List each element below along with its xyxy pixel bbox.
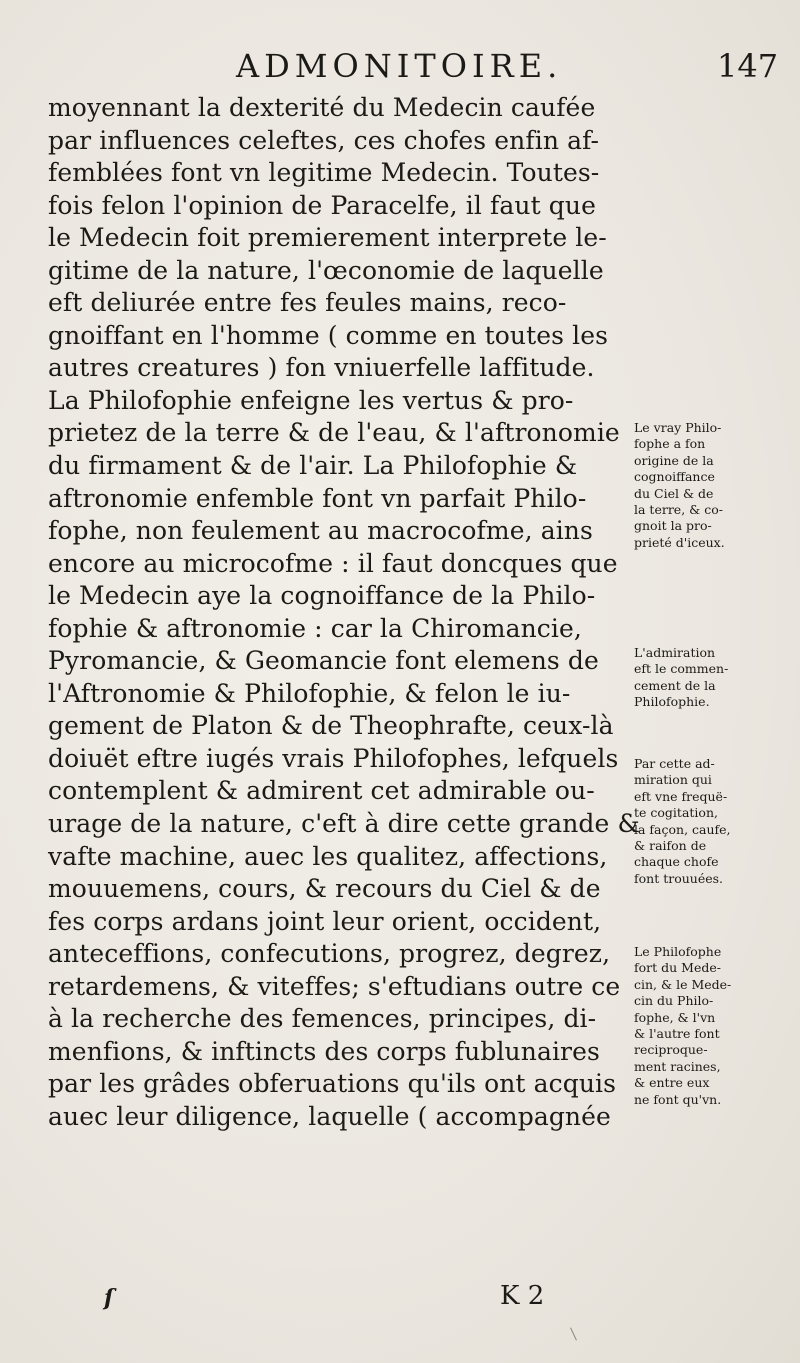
text-line: moyennant la dexterité du Medecin caufée bbox=[48, 93, 596, 122]
note-line: eft vne frequë- bbox=[634, 788, 728, 804]
page-header bbox=[0, 46, 800, 90]
text-line: aftronomie enfemble font vn parfait Philo- bbox=[48, 483, 587, 513]
text-line: le Medecin aye la cognoiffance de la Philo- bbox=[48, 581, 596, 611]
text-line: prietez de la terre & de l'eau, & l'aftronomie bbox=[48, 418, 620, 448]
text-line: urage de la nature, c'eft à dire cette grande & bbox=[48, 809, 640, 839]
note-line: la façon, caufe, bbox=[634, 821, 731, 837]
note-line: gnoit la pro- bbox=[634, 518, 712, 534]
note-line: fort du Mede- bbox=[634, 960, 721, 976]
note-line: ment racines, bbox=[634, 1058, 721, 1074]
note-line: prieté d'iceux. bbox=[634, 534, 725, 550]
text-line: menfions, & inftincts des corps fublunaires bbox=[48, 1036, 600, 1066]
running-head: ADMONITOIRE. bbox=[236, 47, 563, 85]
text-line: doiuët eftre iugés vrais Philofophes, lefquels bbox=[48, 743, 619, 773]
text-line: gitime de la nature, l'œconomie de laquelle bbox=[48, 255, 604, 285]
text-line: l'Aftronomie & Philofophie, & felon le iu- bbox=[48, 678, 571, 708]
text-line: La Philofophie enfeigne les vertus & pro- bbox=[48, 385, 574, 415]
text-line: mouuemens, cours, & recours du Ciel & de bbox=[48, 874, 601, 904]
text-line: par les grâdes obferuations qu'ils ont acquis bbox=[48, 1069, 617, 1099]
text-line: retardemens, & viteffes; s'eftudians outre ce bbox=[48, 971, 621, 1001]
note-line: reciproque- bbox=[634, 1042, 708, 1058]
note-line: te cogitation, bbox=[634, 805, 718, 821]
text-line: du firmament & de l'air. La Philofophie & bbox=[48, 451, 578, 481]
text-line: anteceffions, confecutions, progrez, degrez, bbox=[48, 939, 611, 969]
text-line: gnoiffant en l'homme ( comme en toutes les bbox=[48, 320, 609, 350]
margin-note-admiration bbox=[634, 645, 794, 711]
text-line: fophie & aftronomie : car la Chiromancie, bbox=[48, 613, 582, 643]
main-text bbox=[48, 92, 640, 1134]
note-line: chaque chofe bbox=[634, 854, 719, 870]
note-line: fophe a fon bbox=[634, 436, 706, 452]
margin-note-philosopher-physician bbox=[634, 944, 794, 1108]
text-line: femblées font vn legitime Medecin. Toutes- bbox=[48, 158, 600, 188]
text-line: Pyromancie, & Geomancie font elemens de bbox=[48, 646, 599, 676]
note-line: du Ciel & de bbox=[634, 485, 714, 501]
note-line: eft le commen- bbox=[634, 661, 729, 677]
note-line: Philofophie. bbox=[634, 694, 710, 710]
note-line: Le vray Philo- bbox=[634, 420, 722, 435]
note-line: cement de la bbox=[634, 677, 716, 693]
text-line: vafte machine, auec les qualitez, affections, bbox=[48, 841, 608, 871]
note-line: & raifon de bbox=[634, 838, 707, 854]
page-footer bbox=[48, 1279, 628, 1319]
margin-note-true-philosopher bbox=[634, 420, 794, 551]
text-line: gement de Platon & de Theophrafte, ceux-là bbox=[48, 711, 614, 741]
stray-ink-tick bbox=[570, 1327, 577, 1340]
text-line: par influences celeftes, ces chofes enfin af- bbox=[48, 125, 600, 155]
text-line: eft deliurée entre fes feules mains, reco- bbox=[48, 288, 567, 318]
text-line: le Medecin foit premierement interprete le- bbox=[48, 223, 607, 253]
text-line: autres creatures ) fon vniuerfelle laffitude. bbox=[48, 353, 595, 383]
margin-note-cogitation bbox=[634, 756, 794, 887]
note-line: ne font qu'vn. bbox=[634, 1091, 722, 1107]
text-line: encore au microcofme : il faut doncques que bbox=[48, 548, 618, 578]
note-line: font trouuées. bbox=[634, 870, 724, 886]
signature-mark: K 2 bbox=[500, 1281, 545, 1311]
note-line: la terre, & co- bbox=[634, 502, 723, 518]
text-line: auec leur diligence, laquelle ( accompagnée bbox=[48, 1101, 611, 1131]
page-number: 147 bbox=[717, 47, 779, 85]
note-line: miration qui bbox=[634, 772, 712, 788]
text-line: fes corps ardans joint leur orient, occident, bbox=[48, 906, 602, 936]
text-line: fophe, non feulement au macrocofme, ains bbox=[48, 516, 593, 546]
note-line: cin, & le Mede- bbox=[634, 976, 732, 992]
note-line: L'admiration bbox=[634, 645, 716, 660]
stray-mark: ſ bbox=[104, 1285, 114, 1311]
note-line: cognoiffance bbox=[634, 469, 715, 485]
note-line: fophe, & l'vn bbox=[634, 1009, 716, 1025]
text-line: contemplent & admirent cet admirable ou- bbox=[48, 776, 595, 806]
text-line: à la recherche des femences, principes, di- bbox=[48, 1004, 597, 1034]
note-line: & entre eux bbox=[634, 1075, 710, 1091]
note-line: origine de la bbox=[634, 452, 714, 468]
note-line: & l'autre font bbox=[634, 1026, 720, 1042]
note-line: cin du Philo- bbox=[634, 993, 714, 1009]
text-line: fois felon l'opinion de Paracelfe, il faut que bbox=[48, 190, 596, 220]
note-line: Le Philofophe bbox=[634, 944, 722, 959]
note-line: Par cette ad- bbox=[634, 756, 715, 771]
